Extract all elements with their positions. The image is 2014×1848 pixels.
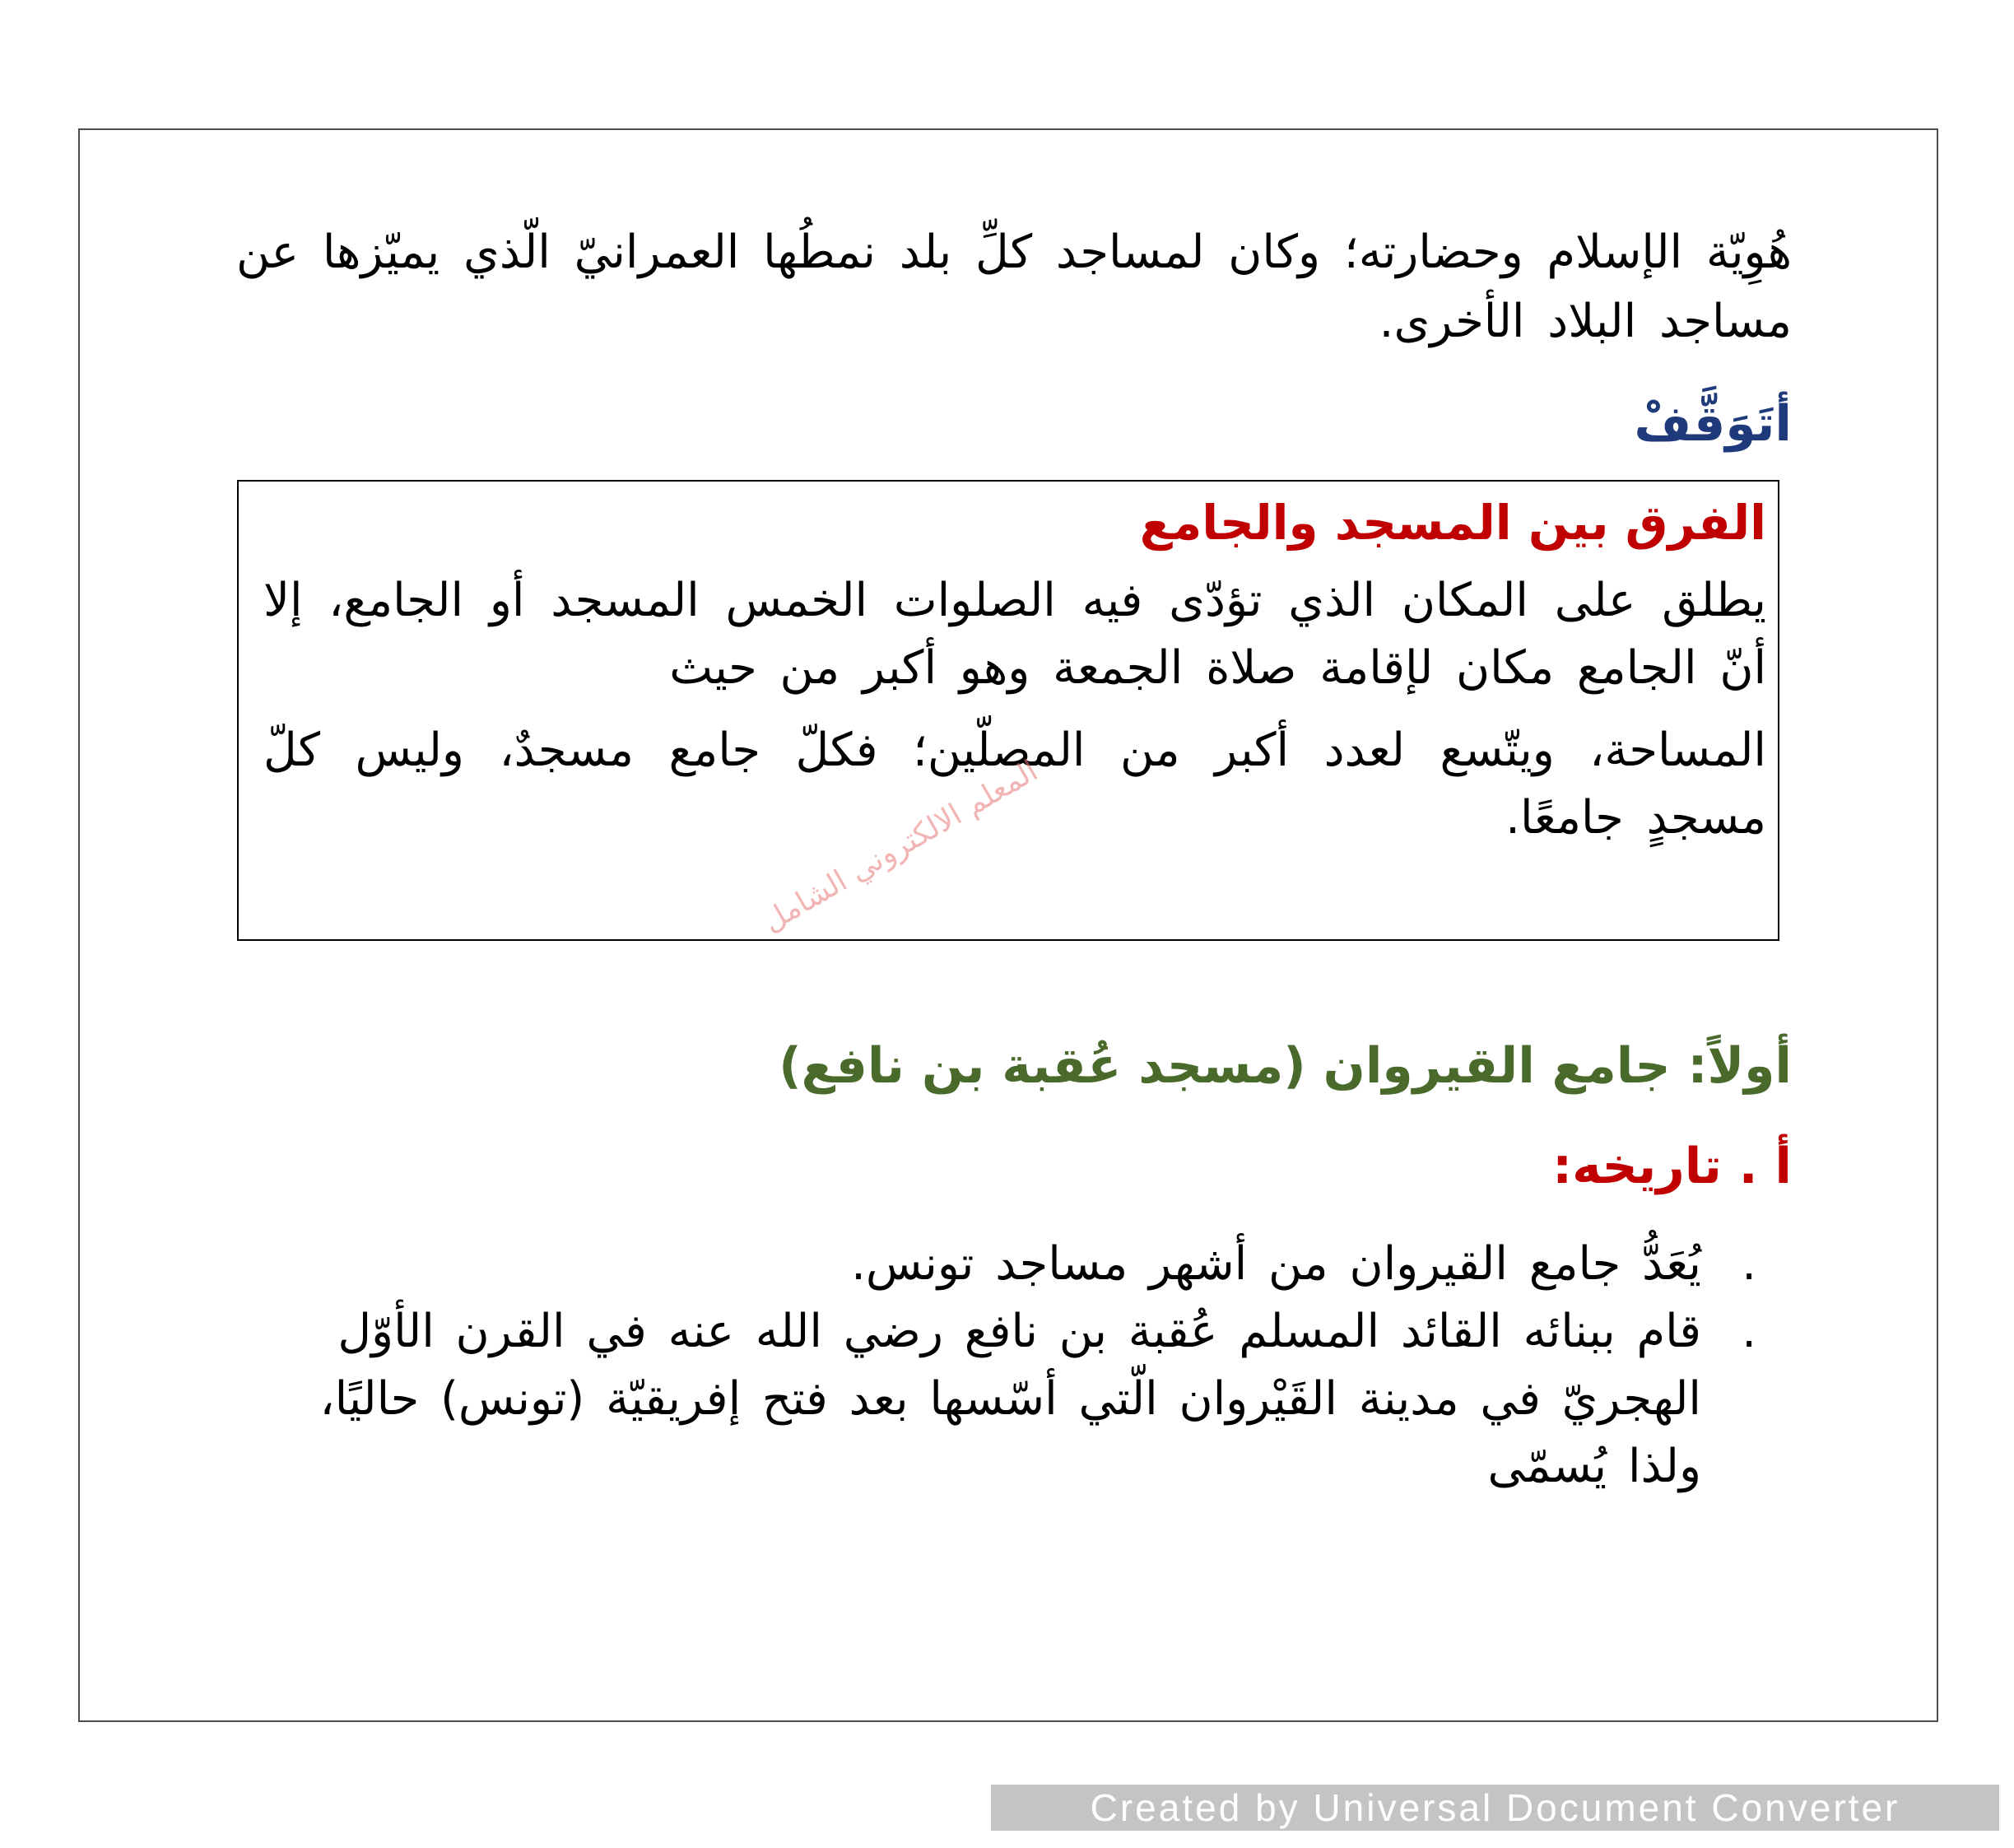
list-item-text: يُعَدُّ جامع القيروان من أشهر مساجد تونس. bbox=[851, 1237, 1701, 1291]
intro-paragraph: هُوِيّة الإسلام وحضارته؛ وكان لمساجد كلِّ بلد نمطُها العمرانيّ الّذي يميّزها عن مساجد البلاد الأخرى. bbox=[236, 226, 1792, 348]
info-box bbox=[237, 480, 1779, 941]
bullet-marker: . bbox=[1742, 1305, 1759, 1358]
list-item bbox=[319, 1298, 1759, 1501]
info-box-paragraph: يطلق على المكان الذي تؤدّى فيه الصلوات الخمس المسجد أو الجامع، إلا أنّ الجامع مكان لإقامة صلاة الجمعة وهو أكبر من حيث bbox=[263, 574, 1766, 695]
watermark: المعلم الالكتروني الشامل bbox=[757, 753, 1044, 939]
stop-heading: أتَوَقَّفْ bbox=[1634, 395, 1792, 453]
bullet-list bbox=[319, 1231, 1759, 1501]
section-heading: أولاً: جامع القيروان (مسجد عُقبة بن نافع) bbox=[779, 1037, 1792, 1095]
sub-heading: أ . تاريخه: bbox=[1552, 1138, 1792, 1195]
info-box-paragraph: المساحة، ويتّسع لعدد أكبر من المصلّين؛ فكلّ جامع مسجدٌ، وليس كلّ مسجدٍ جامعًا. bbox=[263, 724, 1766, 845]
bullet-marker: . bbox=[1742, 1237, 1759, 1291]
list-item bbox=[319, 1231, 1759, 1298]
list-item-text: قام ببنائه القائد المسلم عُقبة بن نافع رضي الله عنه في القرن الأوّل الهجريّ في مدينة القَيْروان الّتي أسّسها بعد فتح إفريقيّة (تونس) حاليًا، ولذا يُسمّى bbox=[319, 1305, 1701, 1493]
info-box-title: الفرق بين المسجد والجامع bbox=[1139, 495, 1766, 551]
converter-badge: Created by Universal Document Converter bbox=[991, 1785, 1999, 1831]
